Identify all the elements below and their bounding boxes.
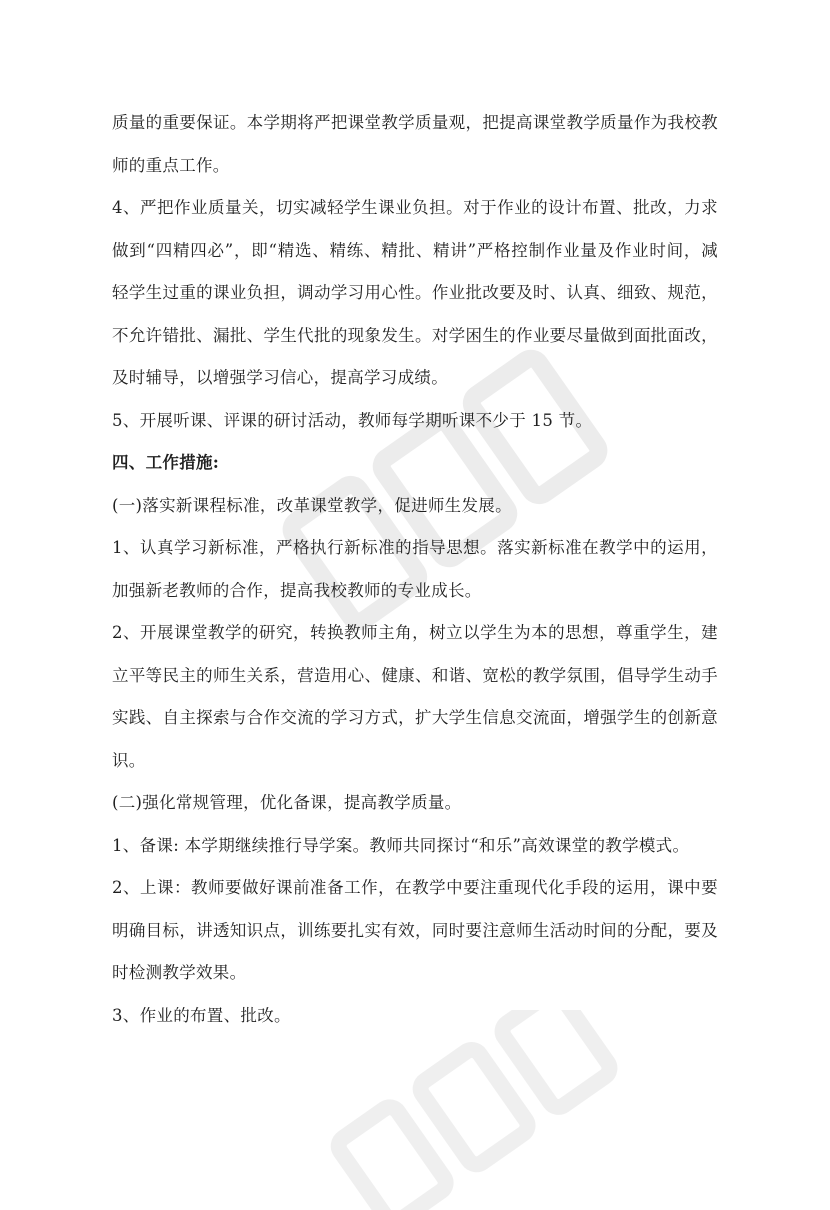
watermark-graphic-bottom bbox=[300, 1010, 640, 1210]
paragraph: 2、开展课堂教学的研究，转换教师主角，树立以学生为本的思想，尊重学生，建立平等民主的师生关系，营造用心、健康、和谐、宽松的教学氛围，倡导学生动手实践、自主探索与合作交流的学习方式，扩大学生信息交流面，增强学生的创新意识。 bbox=[112, 623, 718, 770]
paragraph: 3、作业的布置、批改。 bbox=[112, 1005, 291, 1025]
paragraph: 1、认真学习新标准，严格执行新标准的指导思想。落实新标准在教学中的运用，加强新老教师的合作，提高我校教师的专业成长。 bbox=[112, 538, 718, 600]
paragraph: 1、备课: 本学期继续推行导学案。教师共同探讨“和乐”高效课堂的教学模式。 bbox=[112, 835, 690, 855]
subsection-heading: (一)落实新课程标准，改革课堂教学，促进师生发展。 bbox=[112, 495, 512, 515]
paragraph: 2、上课：教师要做好课前准备工作，在教学中要注重现代化手段的运用，课中要明确目标，讲透知识点，训练要扎实有效，同时要注意师生活动时间的分配，要及时检测教学效果。 bbox=[112, 878, 718, 982]
section-heading: 四、工作措施: bbox=[112, 453, 220, 472]
paragraph: 质量的重要保证。本学期将严把课堂教学质量观，把提高课堂教学质量作为我校教师的重点工作。 bbox=[112, 113, 718, 175]
paragraph: 4、严把作业质量关，切实减轻学生课业负担。对于作业的设计布置、批改，力求做到“四精四必”，即“精选、精练、精批、精讲”严格控制作业量及作业时间，减轻学生过重的课业负担，调动学习用心性。作业批改要及时、认真、细致、规范，不允许错批、漏批、学生代批的现象发生。对学困生的作业要尽量做到面批面改，及时辅导，以增强学习信心，提高学习成绩。 bbox=[112, 198, 718, 387]
document-body bbox=[112, 102, 718, 1037]
subsection-heading: (二)强化常规管理，优化备课，提高教学质量。 bbox=[112, 793, 462, 812]
paragraph: 5、开展听课、评课的研讨活动，教师每学期听课不少于 15 节。 bbox=[112, 410, 593, 430]
